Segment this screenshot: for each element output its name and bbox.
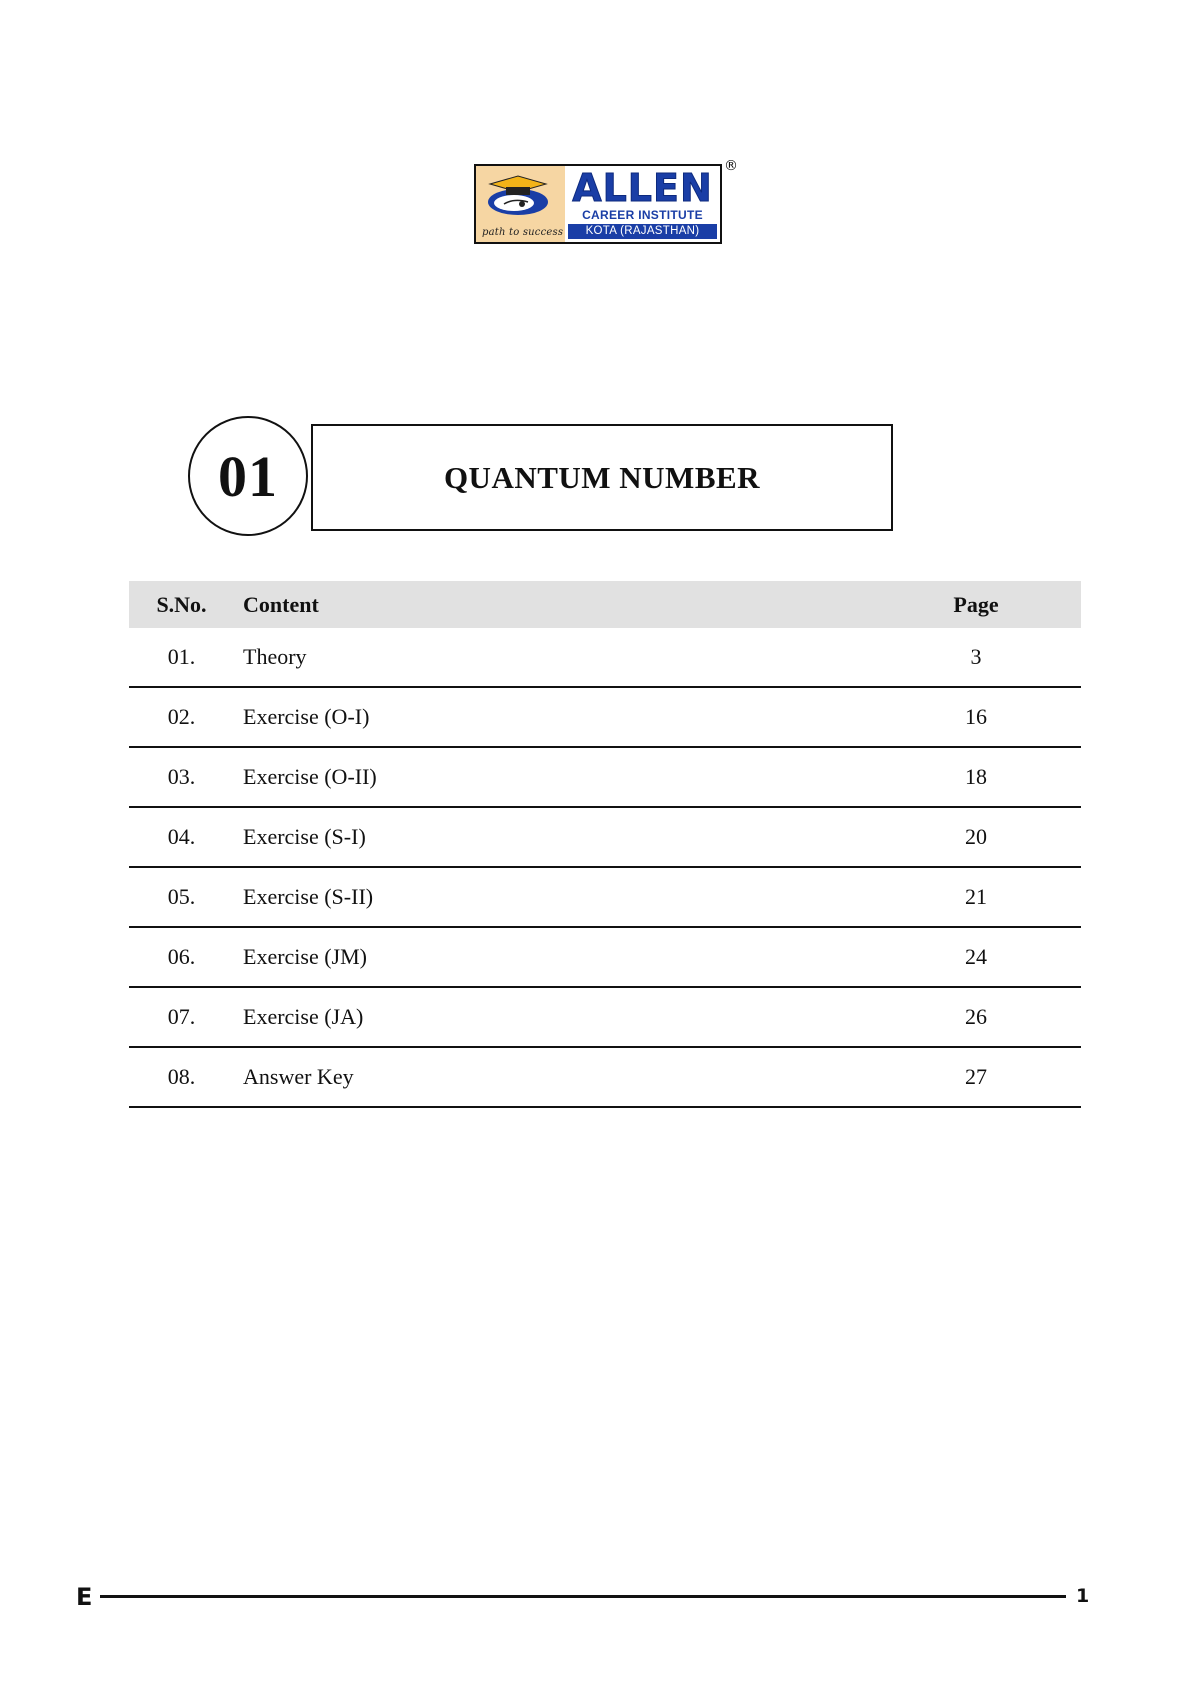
chapter-number: 01 xyxy=(218,443,278,509)
row-sno: 02. xyxy=(167,704,196,729)
row-content: Exercise (JA) xyxy=(243,1004,364,1029)
table-row xyxy=(129,748,1081,808)
logo-emblem xyxy=(476,166,565,242)
row-page: 21 xyxy=(965,884,987,909)
table-row xyxy=(129,1048,1081,1108)
logo-city: KOTA (RAJASTHAN) xyxy=(568,224,717,239)
table-row xyxy=(129,868,1081,928)
chapter-title: QUANTUM NUMBER xyxy=(443,459,761,495)
allen-logo xyxy=(474,164,722,244)
row-page: 27 xyxy=(965,1064,987,1089)
row-sno: 03. xyxy=(167,764,196,789)
header-content: Content xyxy=(243,591,319,617)
table-row xyxy=(129,688,1081,748)
row-content: Exercise (S-II) xyxy=(243,884,374,909)
row-page: 20 xyxy=(965,824,987,849)
row-sno: 06. xyxy=(167,944,196,969)
row-content: Answer Key xyxy=(243,1064,354,1089)
row-content: Theory xyxy=(243,644,307,669)
row-sno: 05. xyxy=(167,884,196,909)
row-sno: 01. xyxy=(167,644,196,669)
header-page: Page xyxy=(953,591,999,617)
table-row xyxy=(129,988,1081,1048)
row-sno: 07. xyxy=(167,1004,196,1029)
contents-table-header xyxy=(129,581,1081,628)
footer-edition-letter: E xyxy=(76,1583,93,1611)
row-content: Exercise (S-I) xyxy=(243,824,366,849)
row-page: 18 xyxy=(965,764,987,789)
registered-mark: ® xyxy=(724,158,738,174)
contents-table xyxy=(129,581,1081,1108)
chapter-title-box xyxy=(311,424,893,531)
row-content: Exercise (O-I) xyxy=(243,704,370,729)
logo-tagline: path to success xyxy=(482,227,564,238)
row-page: 16 xyxy=(965,704,987,729)
row-content: Exercise (O-II) xyxy=(243,764,377,789)
footer-rule xyxy=(100,1595,1066,1598)
graduation-cap-icon xyxy=(484,172,556,220)
header-sno: S.No. xyxy=(156,591,207,617)
table-row xyxy=(129,628,1081,688)
table-row xyxy=(129,808,1081,868)
row-sno: 08. xyxy=(167,1064,196,1089)
footer-page-number: 1 xyxy=(1076,1585,1090,1607)
logo-institute-name: CAREER INSTITUTE xyxy=(582,208,703,222)
chapter-number-badge xyxy=(188,416,308,536)
table-row xyxy=(129,928,1081,988)
row-page: 3 xyxy=(970,644,982,669)
row-page: 24 xyxy=(965,944,987,969)
logo-brand-name: ALLEN xyxy=(572,166,713,210)
row-sno: 04. xyxy=(167,824,196,849)
row-content: Exercise (JM) xyxy=(243,944,368,969)
row-page: 26 xyxy=(965,1004,987,1029)
